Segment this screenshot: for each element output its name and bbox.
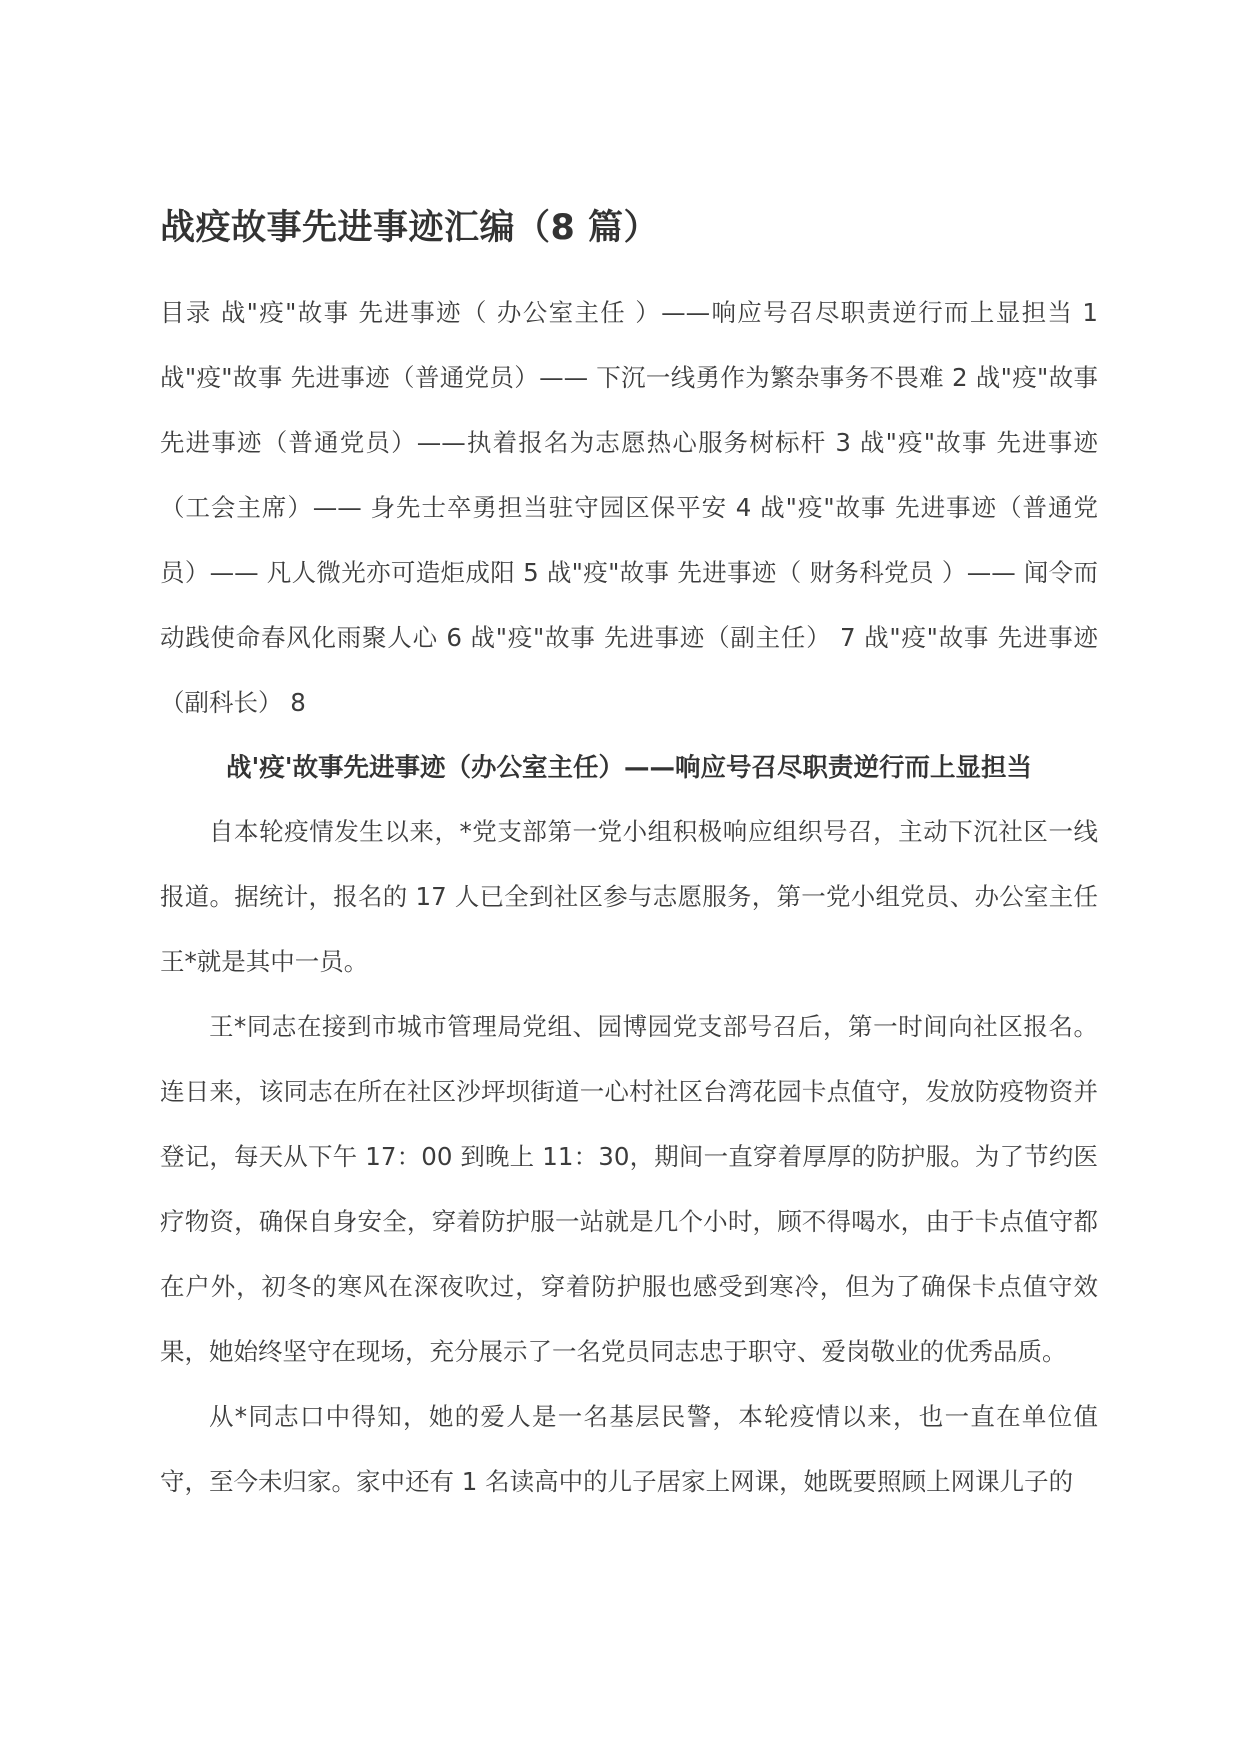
paragraph-1: 自本轮疫情发生以来，*党支部第一党小组积极响应组织号召，主动下沉社区一线报道。据统计，报名的 17 人已全到社区参与志愿服务，第一党小组党员、办公室主任王*就是其中一员。	[160, 817, 1098, 976]
table-of-contents: 目录 战"疫"故事 先进事迹（ 办公室主任 ）——响应号召尽职责逆行而上显担当 1 战"疫"故事 先进事迹（普通党员）—— 下沉一线勇作为繁杂事务不畏难 2 战"疫"故事 先进事迹（普通党员）——执着报名为志愿热心服务树标杆 3 战"疫"故事 先进事迹（工会主席）—— 身先士卒勇担当驻守园区保平安 4 战"疫"故事 先进事迹（普通党员）—— 凡人微光亦可造炬成阳 5 战"疫"故事 先进事迹（ 财务科党员 ）—— 闻令而动践使命春风化雨聚人心 6 战"疫"故事 先进事迹（副主任） 7 战"疫"故事 先进事迹（副科长） 8	[160, 298, 1098, 717]
paragraph-3: 从*同志口中得知，她的爱人是一名基层民警，本轮疫情以来，也一直在单位值守，至今未归家。家中还有 1 名读高中的儿子居家上网课，她既要照顾上网课儿子的	[160, 1402, 1098, 1496]
document-page	[160, 198, 1098, 1514]
paragraph-2: 王*同志在接到市城市管理局党组、园博园党支部号召后，第一时间向社区报名。连日来，该同志在所在社区沙坪坝街道一心村社区台湾花园卡点值守，发放防疫物资并登记，每天从下午 17：00 到晚上 11：30，期间一直穿着厚厚的防护服。为了节约医疗物资，确保自身安全，穿着防护服一站就是几个小时，顾不得喝水，由于卡点值守都在户外，初冬的寒风在深夜吹过，穿着防护服也感受到寒冷，但为了确保卡点值守效果，她始终坚守在现场，充分展示了一名党员同志忠于职守、爱岗敬业的优秀品质。	[160, 1012, 1098, 1366]
section-heading: 战'疫'故事先进事迹（办公室主任）——响应号召尽职责逆行而上显担当	[225, 753, 1033, 783]
document-title: 战疫故事先进事迹汇编（8 篇）	[160, 208, 660, 248]
